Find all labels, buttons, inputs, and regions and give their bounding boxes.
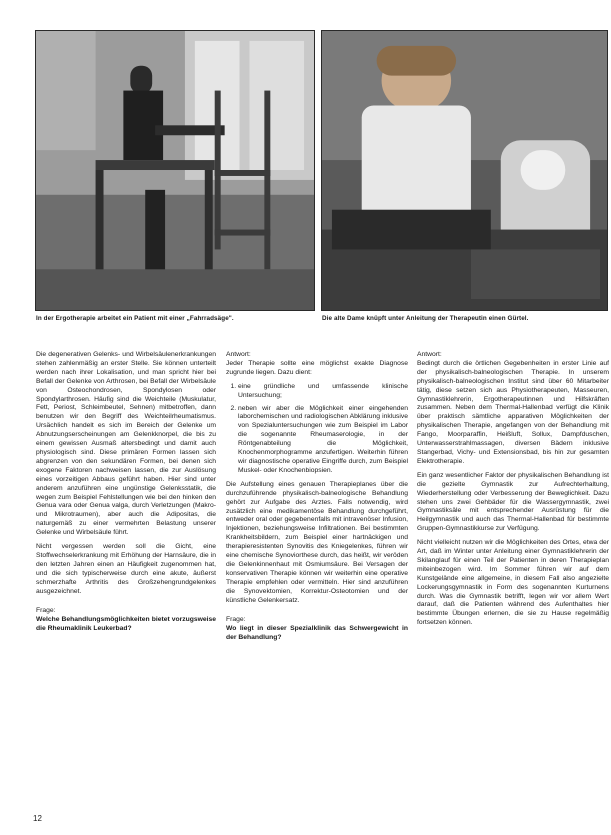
question-text: Welche Behandlungsmöglichkeiten bietet vorzugsweise die Rheumaklinik Leukerbad? (36, 616, 216, 633)
column-2 (226, 351, 408, 811)
caption-ergotherapy: In der Ergotherapie arbeitet ein Patient mit einer „Fahrradsäge". (36, 315, 234, 322)
list-item: 1. eine gründliche und umfassende klinische Untersuchung; (238, 383, 408, 401)
photo-ergotherapy-saw-image (36, 31, 314, 310)
paragraph: Ein ganz wesentlicher Faktor der physikalischen Behandlung ist die gezielte Gymnastik zur Aufrechterhaltung, Wiederherstellung oder Verbesserung der Beweglichkeit. Dazu stehen uns zwei Gehbäder für die Wassergymnastik, zwei Gymnastiksäle mit entsprechender Ausrüstung für die Heilgymnastik und auch das Thermal-Hallenbad für bestimmte Gruppen-Gymnastikkurse zur Verfügung. (417, 471, 609, 533)
question-text: Wo liegt in dieser Spezialklinik das Schwergewicht in der Behandlung? (226, 625, 408, 642)
list-item: 2. neben wir aber die Möglichkeit einer eingehenden laborchemischen und radiologischen Abklärung inklusive von Spezialuntersuchungen wie zum Beispiel im Labor die sogenannte Rheumaserologie, in der Röntgenabteilung die Möglichkeit, Knochenmorphogramme anzufertigen. Weiterhin führen wir diagnostische operative Eingriffe durch, zum Beispiel Muskel- oder Knochenbiopsien. (238, 405, 408, 476)
column-3 (417, 351, 609, 811)
paragraph: Die degenerativen Gelenks- und Wirbelsäulenerkrankungen stehen zahlenmäßig an erster Stelle. Sie können unterteilt werden nach ihrer Lokalisation, und man spricht hier bei Befall der Gelenke von Arthrosen, bei Befall der Wirbelsäule von Osteochondrosen, Spondylosen oder Spondylarthrosen. Häufig sind die Weichteile (Muskulatur, Fett, Periost, Schleimbeutel, Sehnen) mitbetroffen, dann benutzen wir den Begriff des Weichteilrheumatismus. Ursächlich handelt es sich im Bereich der Gelenke um Abnutzungserscheinungen am Gelenkknorpel, die bis zu einem gewissen Ausmaß altersbedingt und damit auch physiologisch sind. Diese primären Formen lassen sich abgrenzen von den sekundären Formen, bei denen sich exogene Faktoren nachweisen lassen, die zur Auslösung eines vorzeitigen Abbaus geführt haben. Hier sind unter anderem anzuführen eine ungünstige Gelenksstatik, die wegen zum Beispiel Fehlstellungen wie bei den hinken den Genua vara oder Genua valga, durch Verletzungen (Makro- und Mikrotraumen), aber auch die Adipositas, die naturgemäß zu einer vermehrten Belastung unserer Gelenke und Wirbelsäule führt. (36, 351, 216, 537)
caption-therapist-belt: Die alte Dame knüpft unter Anleitung der Therapeutin einen Gürtel. (322, 315, 529, 322)
photo-therapist-belt-image (322, 31, 607, 310)
question-label: Frage: (226, 616, 246, 624)
photo-ergotherapy-saw (35, 30, 315, 311)
question-label: Frage: (36, 607, 56, 615)
paragraph: Jeder Therapie sollte eine möglichst exakte Diagnose zugrunde liegen. Dazu dient: (226, 359, 408, 376)
answer-label: Antwort: (226, 351, 251, 358)
answer-label: Antwort: (417, 351, 442, 358)
paragraph: Nicht vielleicht nutzen wir die Möglichkeiten des Ortes, etwa der Art, daß im Winter unter Anleitung einer Gymnastiklehrerin der Skilanglauf für einen Teil der Patienten in deren Therapieplan miteinbezogen wird. Im Sommer führen wir auf dem Kunstgelände eine allgemeine, in diesem Fall also angezielte Lockerungsgymnastik in Form des sogenannten Kurturnens durch. Was die Gymnastik betrifft, legen wir vor allem Wert darauf, daß die Patienten während des Aufenthaltes hier bestimmte Übungen erlernen, die sie zu Hause regelmäßig fortsetzen können. (417, 539, 609, 627)
paragraph: Bedingt durch die örtlichen Gegebenheiten in erster Linie auf der physikalisch-balneologischen Therapie. In unserem physikalisch-balneologischen Institut sind über 60 Mitarbeiter tätig, diese setzen sich aus Physiotherapeuten, Masseuren, Gymnastiklehrerin, Ergotherapeutinnen und Hilfskräften zusammen. Neben dem Thermal-Hallenbad verfügt die Klinik über praktisch sämtliche apparativen Möglichkeiten der physikalischen Therapie, angefangen von der Behandlung mit Fango, Moorparaffin, Heißluft, Sollux, Dampfduschen, Unterwasserstrahlmassagen, diversen Bädern inklusive Stangerbad, Vichy- und Extensionsbad, bis hin zur gesamten Elektrotherapie. (417, 359, 609, 465)
photo-therapist-belt (321, 30, 608, 311)
numbered-list (226, 383, 408, 476)
paragraph: Nicht vergessen werden soll die Gicht, eine Stoffwechselerkrankung mit Erhöhung der Harnsäure, die in den letzten Jahren einen an Häufigkeit zugenommen hat, und die sich typischerweise durch eine akute, äußerst schmerzhafte Arthritis des Großzehengrundgelenkes ausgezeichnet. (36, 543, 216, 595)
column-1 (36, 351, 216, 811)
paragraph: Die Aufstellung eines genauen Therapieplanes über die durchzuführende physikalisch-balneologische Behandlung gehört zur Aufgabe des Arztes. Falls notwendig, wird zusätzlich eine medikamentöse Behandlung durchgeführt, entweder oral oder gegebenenfalls mit intravenöser Infusion, Injektionen, beziehungsweise Infiltrationen. Bei bestimmten Krankheitsbildern, zum Beispiel einer hartnäckigen und therapieresistenten Synovitis des Kniegelenkes, führen wir eine chemische Synoviorthese durch, das heißt, wir veröden die Gelenkinnenhaut mit Osmiumsäure. Bei Versagen der konservativen Therapie können wir weiterhin eine operative Therapie empfehlen oder vermitteln. Hier sind anzuführen die Synovektomien, Korrektur-Osteotomien und der künstliche Gelenkersatz. (226, 480, 408, 604)
page-number: 12 (33, 814, 42, 823)
